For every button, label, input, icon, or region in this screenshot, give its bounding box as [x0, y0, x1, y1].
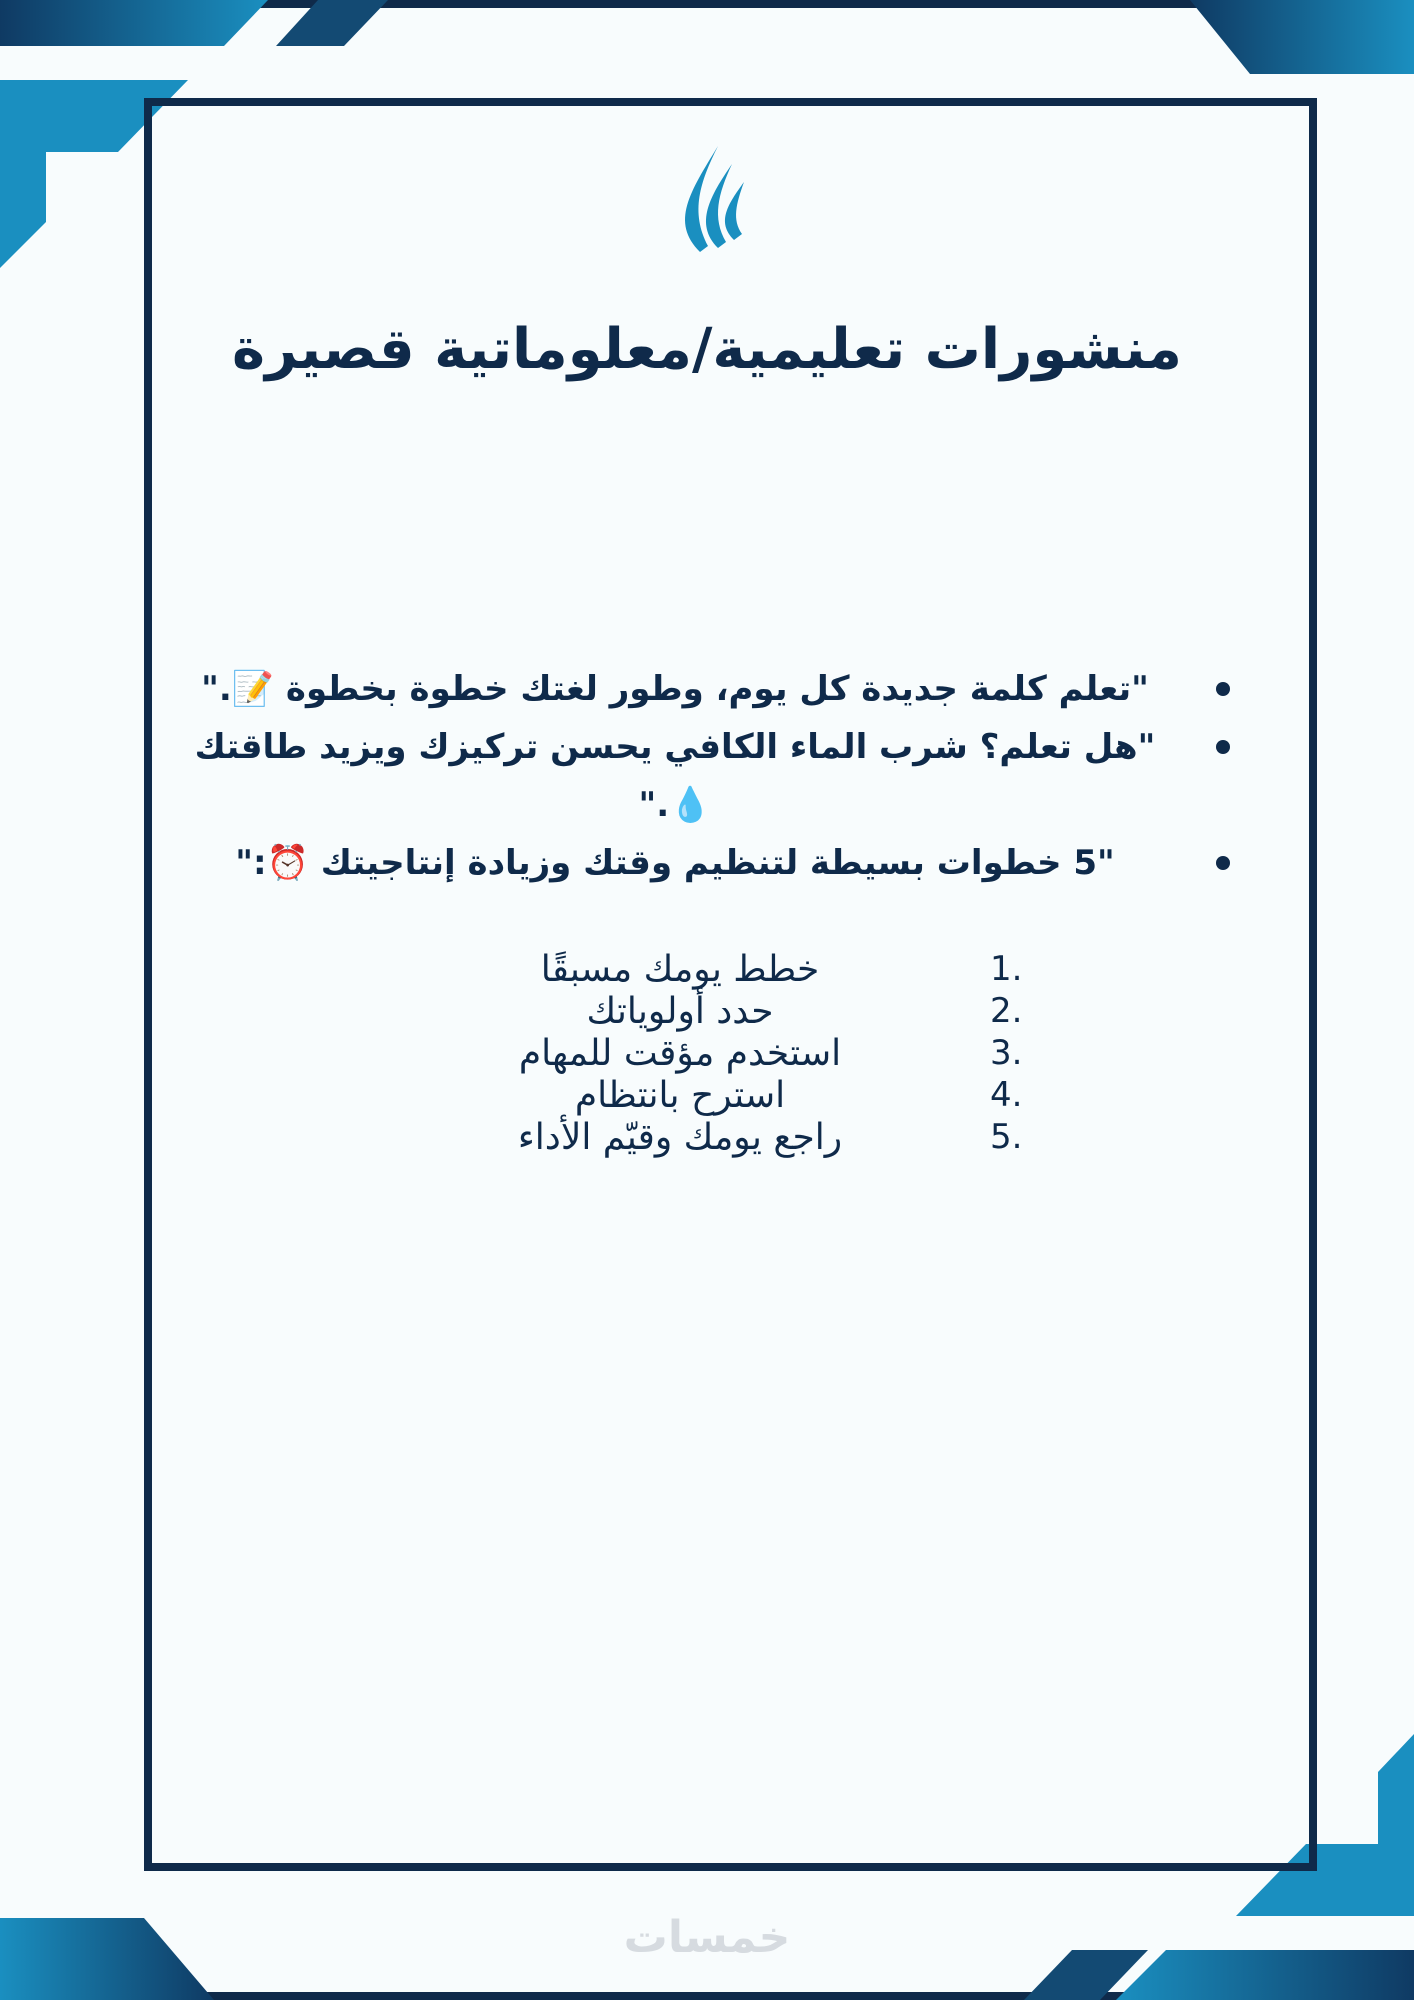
- watermark-logo: خمسات: [623, 1912, 791, 1963]
- tip-text: "تعلم كلمة جديدة كل يوم، وطور لغتك خطوة بخطوة 📝.": [201, 669, 1149, 709]
- step-text: استرح بانتظام: [574, 1074, 786, 1116]
- flame-waves-icon: [660, 142, 760, 262]
- tip-text: "5 خطوات بسيطة لتنظيم وقتك وزيادة إنتاجيتك ⏰:": [235, 843, 1115, 883]
- page-title: منشورات تعليمية/معلوماتية قصيرة: [232, 317, 1182, 382]
- step-text: راجع يومك وقيّم الأداء: [517, 1116, 843, 1158]
- step-item: [470, 1032, 1070, 1074]
- bullet-dot: [1216, 682, 1230, 696]
- step-item: [470, 990, 1070, 1032]
- step-number: 1.: [990, 949, 1023, 989]
- tips-list: [170, 660, 1230, 892]
- step-number: 2.: [990, 991, 1023, 1031]
- step-number: 4.: [990, 1075, 1023, 1115]
- step-number: 3.: [990, 1033, 1023, 1073]
- list-item: [170, 660, 1230, 718]
- bullet-dot: [1216, 740, 1230, 754]
- bullet-dot: [1216, 856, 1230, 870]
- list-item: [170, 834, 1230, 892]
- step-text: حدد أولوياتك: [586, 990, 774, 1032]
- step-item: [470, 1116, 1070, 1158]
- list-item: [170, 718, 1230, 834]
- step-text: استخدم مؤقت للمهام: [518, 1032, 842, 1074]
- step-text: خطط يومك مسبقًا: [540, 948, 820, 990]
- tip-text: "هل تعلم؟ شرب الماء الكافي يحسن تركيزك ويزيد طاقتك 💧.": [194, 727, 1156, 825]
- steps-list: [470, 948, 1070, 1158]
- step-number: 5.: [990, 1117, 1023, 1157]
- step-item: [470, 948, 1070, 990]
- step-item: [470, 1074, 1070, 1116]
